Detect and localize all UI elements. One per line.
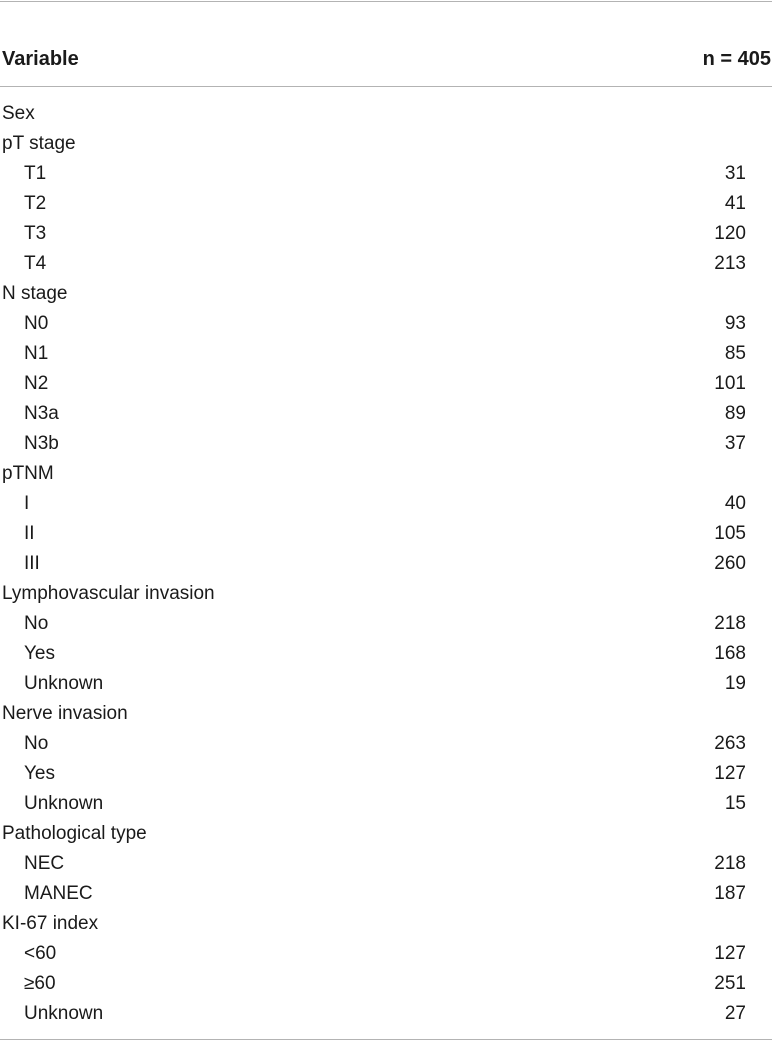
row-label: pTNM — [2, 463, 54, 484]
table-row — [0, 309, 772, 339]
table-row — [0, 639, 772, 669]
row-label: Sex — [2, 103, 35, 124]
row-label: N2 — [24, 373, 49, 394]
table-row — [0, 369, 772, 399]
row-value: 31 — [724, 163, 746, 184]
table-row — [0, 519, 772, 549]
row-label: No — [24, 613, 49, 634]
table-group-row — [0, 909, 772, 939]
table-row — [0, 399, 772, 429]
row-value: 127 — [714, 943, 746, 964]
row-value: 40 — [724, 493, 746, 514]
row-label: pT stage — [2, 133, 76, 154]
row-value: 41 — [724, 193, 746, 214]
header-variable: Variable — [2, 48, 79, 70]
table-row — [0, 849, 772, 879]
row-label: KI-67 index — [2, 913, 99, 934]
row-label: <60 — [24, 943, 57, 964]
row-label: N3b — [24, 433, 59, 454]
row-label: N1 — [24, 343, 49, 364]
row-label: I — [24, 493, 30, 514]
table-top-rule — [0, 1, 772, 2]
row-label: MANEC — [24, 883, 93, 904]
table-group-row — [0, 579, 772, 609]
row-value: 93 — [724, 313, 746, 334]
row-label: Yes — [24, 763, 55, 784]
table-row — [0, 879, 772, 909]
table-bottom-rule — [0, 1039, 772, 1040]
row-value: 85 — [724, 343, 746, 364]
row-value: 15 — [724, 793, 746, 814]
table-row — [0, 159, 772, 189]
table-row — [0, 339, 772, 369]
row-label: Unknown — [24, 793, 104, 814]
table-row — [0, 939, 772, 969]
row-label: NEC — [24, 853, 65, 874]
row-label: II — [24, 523, 35, 544]
table-header-row — [0, 44, 772, 74]
table-row — [0, 549, 772, 579]
row-label: T1 — [24, 163, 47, 184]
row-label: T4 — [24, 253, 47, 274]
row-value: 37 — [724, 433, 746, 454]
table-group-row — [0, 819, 772, 849]
row-value: 105 — [714, 523, 746, 544]
row-label: T2 — [24, 193, 47, 214]
row-label: Yes — [24, 643, 55, 664]
table-row — [0, 429, 772, 459]
row-label: N3a — [24, 403, 59, 424]
table-group-row — [0, 699, 772, 729]
row-label: N stage — [2, 283, 68, 304]
row-label: Nerve invasion — [2, 703, 128, 724]
table-group-row — [0, 459, 772, 489]
table-row — [0, 729, 772, 759]
row-value: 260 — [714, 553, 746, 574]
row-value: 89 — [724, 403, 746, 424]
row-value: 187 — [714, 883, 746, 904]
header-n: n = 405 — [702, 48, 771, 70]
table-group-row — [0, 129, 772, 159]
row-value: 127 — [714, 763, 746, 784]
row-value: 168 — [714, 643, 746, 664]
row-label: No — [24, 733, 49, 754]
row-label: III — [24, 553, 40, 574]
row-value: 213 — [714, 253, 746, 274]
table-row — [0, 609, 772, 639]
table-row — [0, 999, 772, 1029]
table-row — [0, 759, 772, 789]
table-header-rule — [0, 86, 772, 87]
table-row — [0, 969, 772, 999]
row-value: 263 — [714, 733, 746, 754]
row-label: Unknown — [24, 1003, 104, 1024]
table-row — [0, 189, 772, 219]
row-value: 120 — [714, 223, 746, 244]
row-label: T3 — [24, 223, 47, 244]
row-value: 218 — [714, 853, 746, 874]
table-row — [0, 789, 772, 819]
row-label: Pathological type — [2, 823, 147, 844]
table-group-row — [0, 279, 772, 309]
table-row — [0, 249, 772, 279]
table-body — [0, 99, 772, 1029]
table-row — [0, 669, 772, 699]
row-label: N0 — [24, 313, 49, 334]
row-value: 27 — [724, 1003, 746, 1024]
table-group-row — [0, 99, 772, 129]
row-value: 251 — [714, 973, 746, 994]
table-row — [0, 489, 772, 519]
row-label: Lymphovascular invasion — [2, 583, 215, 604]
row-label: Unknown — [24, 673, 104, 694]
row-value: 218 — [714, 613, 746, 634]
row-label: ≥60 — [24, 973, 56, 994]
row-value: 19 — [724, 673, 746, 694]
table-row — [0, 219, 772, 249]
row-value: 101 — [714, 373, 746, 394]
